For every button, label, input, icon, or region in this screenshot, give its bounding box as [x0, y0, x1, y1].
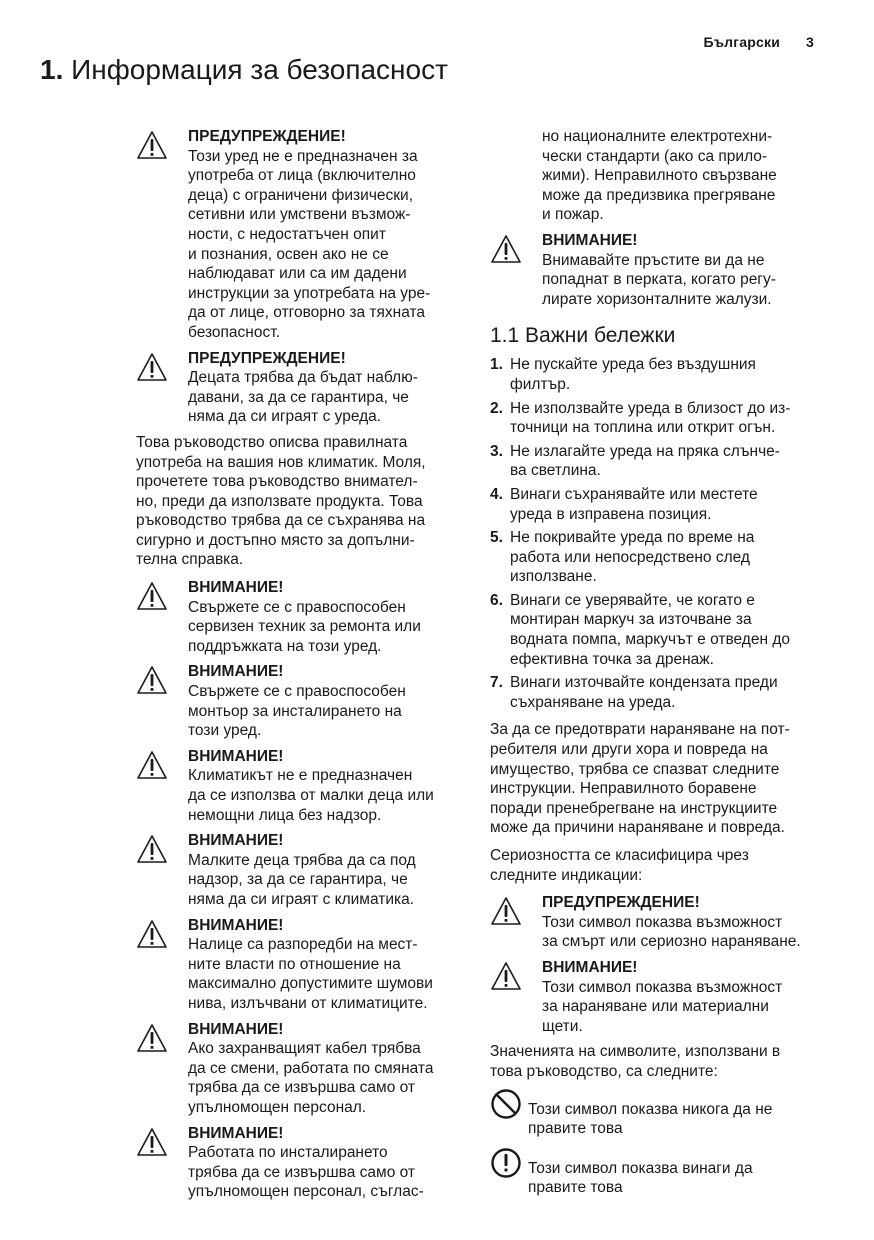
list-item-number: 7.: [490, 674, 503, 692]
caution-note: [136, 578, 466, 656]
note-title: ПРЕДУПРЕЖДЕНИЕ!: [188, 128, 346, 145]
list-item: [490, 399, 830, 438]
note-title: ПРЕДУПРЕЖДЕНИЕ!: [188, 349, 346, 367]
list-item: [490, 485, 830, 524]
subsection-number: 1.1: [490, 324, 520, 348]
important-notes-list: [490, 355, 830, 712]
note-text: Климатикът не е предназначен да се използва от малки деца или немощни лица без надзор.: [188, 767, 434, 824]
right-column: [490, 127, 830, 1208]
note-text: Работата по инсталирането трябва да се извършва само от упълномощен персонал, съглас-: [188, 1144, 424, 1201]
header-language: Български: [703, 34, 780, 50]
caution-note: [136, 1020, 466, 1118]
note-title: ВНИМАНИЕ!: [188, 747, 284, 765]
list-item-text: Винаги се уверявайте, че когато е монтиран маркуч за източване за водната помпа, маркучът е отведен до ефективна точка за дренаж.: [510, 591, 790, 668]
note-text: Налице са разпоредби на мест- ните власти по отношение на максимално допустимите шумови нива, излъчвани от климатиците.: [188, 936, 433, 1012]
caution-note: [136, 916, 466, 1014]
warning-note: [136, 349, 466, 427]
list-item-number: 2.: [490, 399, 503, 417]
list-item-text: Не пускайте уреда без въздушния филтър.: [510, 356, 756, 393]
caution-note: [136, 662, 466, 740]
prohibition-icon: [490, 1088, 522, 1120]
warning-icon: [136, 919, 168, 949]
list-item-number: 1.: [490, 356, 503, 374]
subsection-heading: [490, 323, 830, 349]
list-item-text: Не използвайте уреда в близост до из- точници на топлина или открит огън.: [510, 399, 791, 437]
mandatory-symbol-row: [490, 1149, 830, 1198]
note-title: ВНИМАНИЕ!: [188, 579, 284, 597]
note-text: Този символ показва възможност за смърт или сериозно нараняване.: [542, 913, 801, 951]
warning-icon: [490, 961, 522, 991]
note-title: ВНИМАНИЕ!: [542, 231, 638, 249]
list-item: [490, 442, 830, 481]
note-text: Внимавайте пръстите ви да не попаднат в перката, когато регу- лирате хоризонталните жалузи.: [542, 251, 776, 308]
note-title: ВНИМАНИЕ!: [188, 832, 284, 850]
injury-paragraph: За да се предотврати нараняване на пот- ребителя или други хора и повреда на имущество, трябва се спазват следните инструкции. Неправилното боравене поради пренебрегване на инструкциите може да причини нараняване и повреда.: [490, 721, 790, 837]
mandatory-icon: [490, 1147, 522, 1179]
warning-icon: [136, 665, 168, 695]
warning-note: [490, 893, 830, 952]
left-column: [136, 127, 466, 1208]
page-header: [703, 34, 814, 50]
note-title: ВНИМАНИЕ!: [188, 1124, 284, 1142]
caution-note: [490, 231, 830, 309]
note-title: ВНИМАНИЕ!: [188, 1020, 284, 1038]
list-item: [490, 591, 830, 669]
note-text: Свържете се с правоспособен сервизен техник за ремонта или поддръжката на този уред.: [188, 598, 421, 655]
note-text: Малките деца трябва да са под надзор, за да се гарантира, че няма да си играят с климатика.: [188, 851, 416, 908]
caution-note: [136, 831, 466, 909]
warning-icon: [490, 234, 522, 264]
note-title: ВНИМАНИЕ!: [542, 958, 638, 976]
section-title: Информация за безопасност: [71, 54, 448, 85]
note-text: Този уред не е предназначен за употреба от лица (включително деца) с ограничени физически, сетивни или умствени възмож- ности, с недостатъчен опит и познания, освен ако не се наблюдават или са им дадени инструкции за употребата на уре- да от лице, отговорно за тяхната безопасност.: [188, 147, 431, 341]
note-title: ПРЕДУПРЕЖДЕНИЕ!: [542, 894, 700, 912]
warning-icon: [136, 352, 168, 382]
list-item-number: 5.: [490, 529, 503, 547]
note-text: Свържете се с правоспособен монтьор за инсталирането на този уред.: [188, 683, 406, 740]
warning-icon: [136, 1127, 168, 1157]
warning-icon: [136, 1023, 168, 1053]
list-item: [490, 355, 830, 394]
symbol-text: Този символ показва винаги да правите това: [528, 1159, 753, 1197]
warning-icon: [136, 834, 168, 864]
caution-note: [136, 747, 466, 825]
severity-paragraph: Сериозността се класифицира чрез следните индикации:: [490, 847, 749, 884]
subsection-title: Важни бележки: [525, 324, 676, 348]
list-item-number: 6.: [490, 591, 503, 609]
warning-icon: [490, 896, 522, 926]
caution-note: [490, 958, 830, 1036]
list-item: [490, 673, 830, 712]
note-text: Ако захранващият кабел трябва да се смени, работата по смяната трябва да се извършва само от упълномощен персонал.: [188, 1040, 434, 1116]
note-text: Този символ показва възможност за нараняване или материални щети.: [542, 978, 783, 1035]
page-title: [40, 54, 448, 86]
list-item-text: Не излагайте уреда на пряка слънче- ва светлина.: [510, 442, 780, 480]
list-item-number: 4.: [490, 485, 503, 503]
list-item: [490, 528, 830, 587]
page-number: 3: [806, 34, 814, 50]
section-number: 1.: [40, 54, 64, 85]
warning-icon: [136, 750, 168, 780]
list-item-text: Винаги източвайте кондензата преди съхраняване на уреда.: [510, 674, 778, 711]
list-item-text: Винаги съхранявайте или местете уреда в изправена позиция.: [510, 485, 758, 523]
intro-paragraph: Това ръководство описва правилната употреба на вашия нов климатик. Моля, прочетете това ръководство внимател- но, преди да използвате продукта. Това ръководство трябва да се съхранява на сигурно и достъпно място за допълни- телна справка.: [136, 433, 426, 569]
warning-icon: [136, 581, 168, 611]
note-title: ВНИМАНИЕ!: [188, 663, 284, 681]
symbol-text: Този символ показва никога да не правите това: [528, 1100, 773, 1138]
list-item-number: 3.: [490, 442, 503, 460]
warning-icon: [136, 130, 168, 160]
warning-note: [136, 127, 466, 343]
note-text: Децата трябва да бъдат наблю- давани, за да се гарантира, че няма да си играят с уреда.: [188, 369, 418, 426]
note-title: ВНИМАНИЕ!: [188, 916, 284, 934]
prohibition-symbol-row: [490, 1090, 830, 1139]
symbols-paragraph: Значенията на символите, използвани в това ръководство, са следните:: [490, 1043, 781, 1080]
continued-text: но националните електротехни- чески стандарти (ако са прило- жими). Неправилното свързване може да предизвика прегряване и пожар.: [542, 128, 777, 224]
caution-note: [136, 1124, 466, 1202]
list-item-text: Не покривайте уреда по време на работа или непосредствено след използване.: [510, 529, 755, 586]
